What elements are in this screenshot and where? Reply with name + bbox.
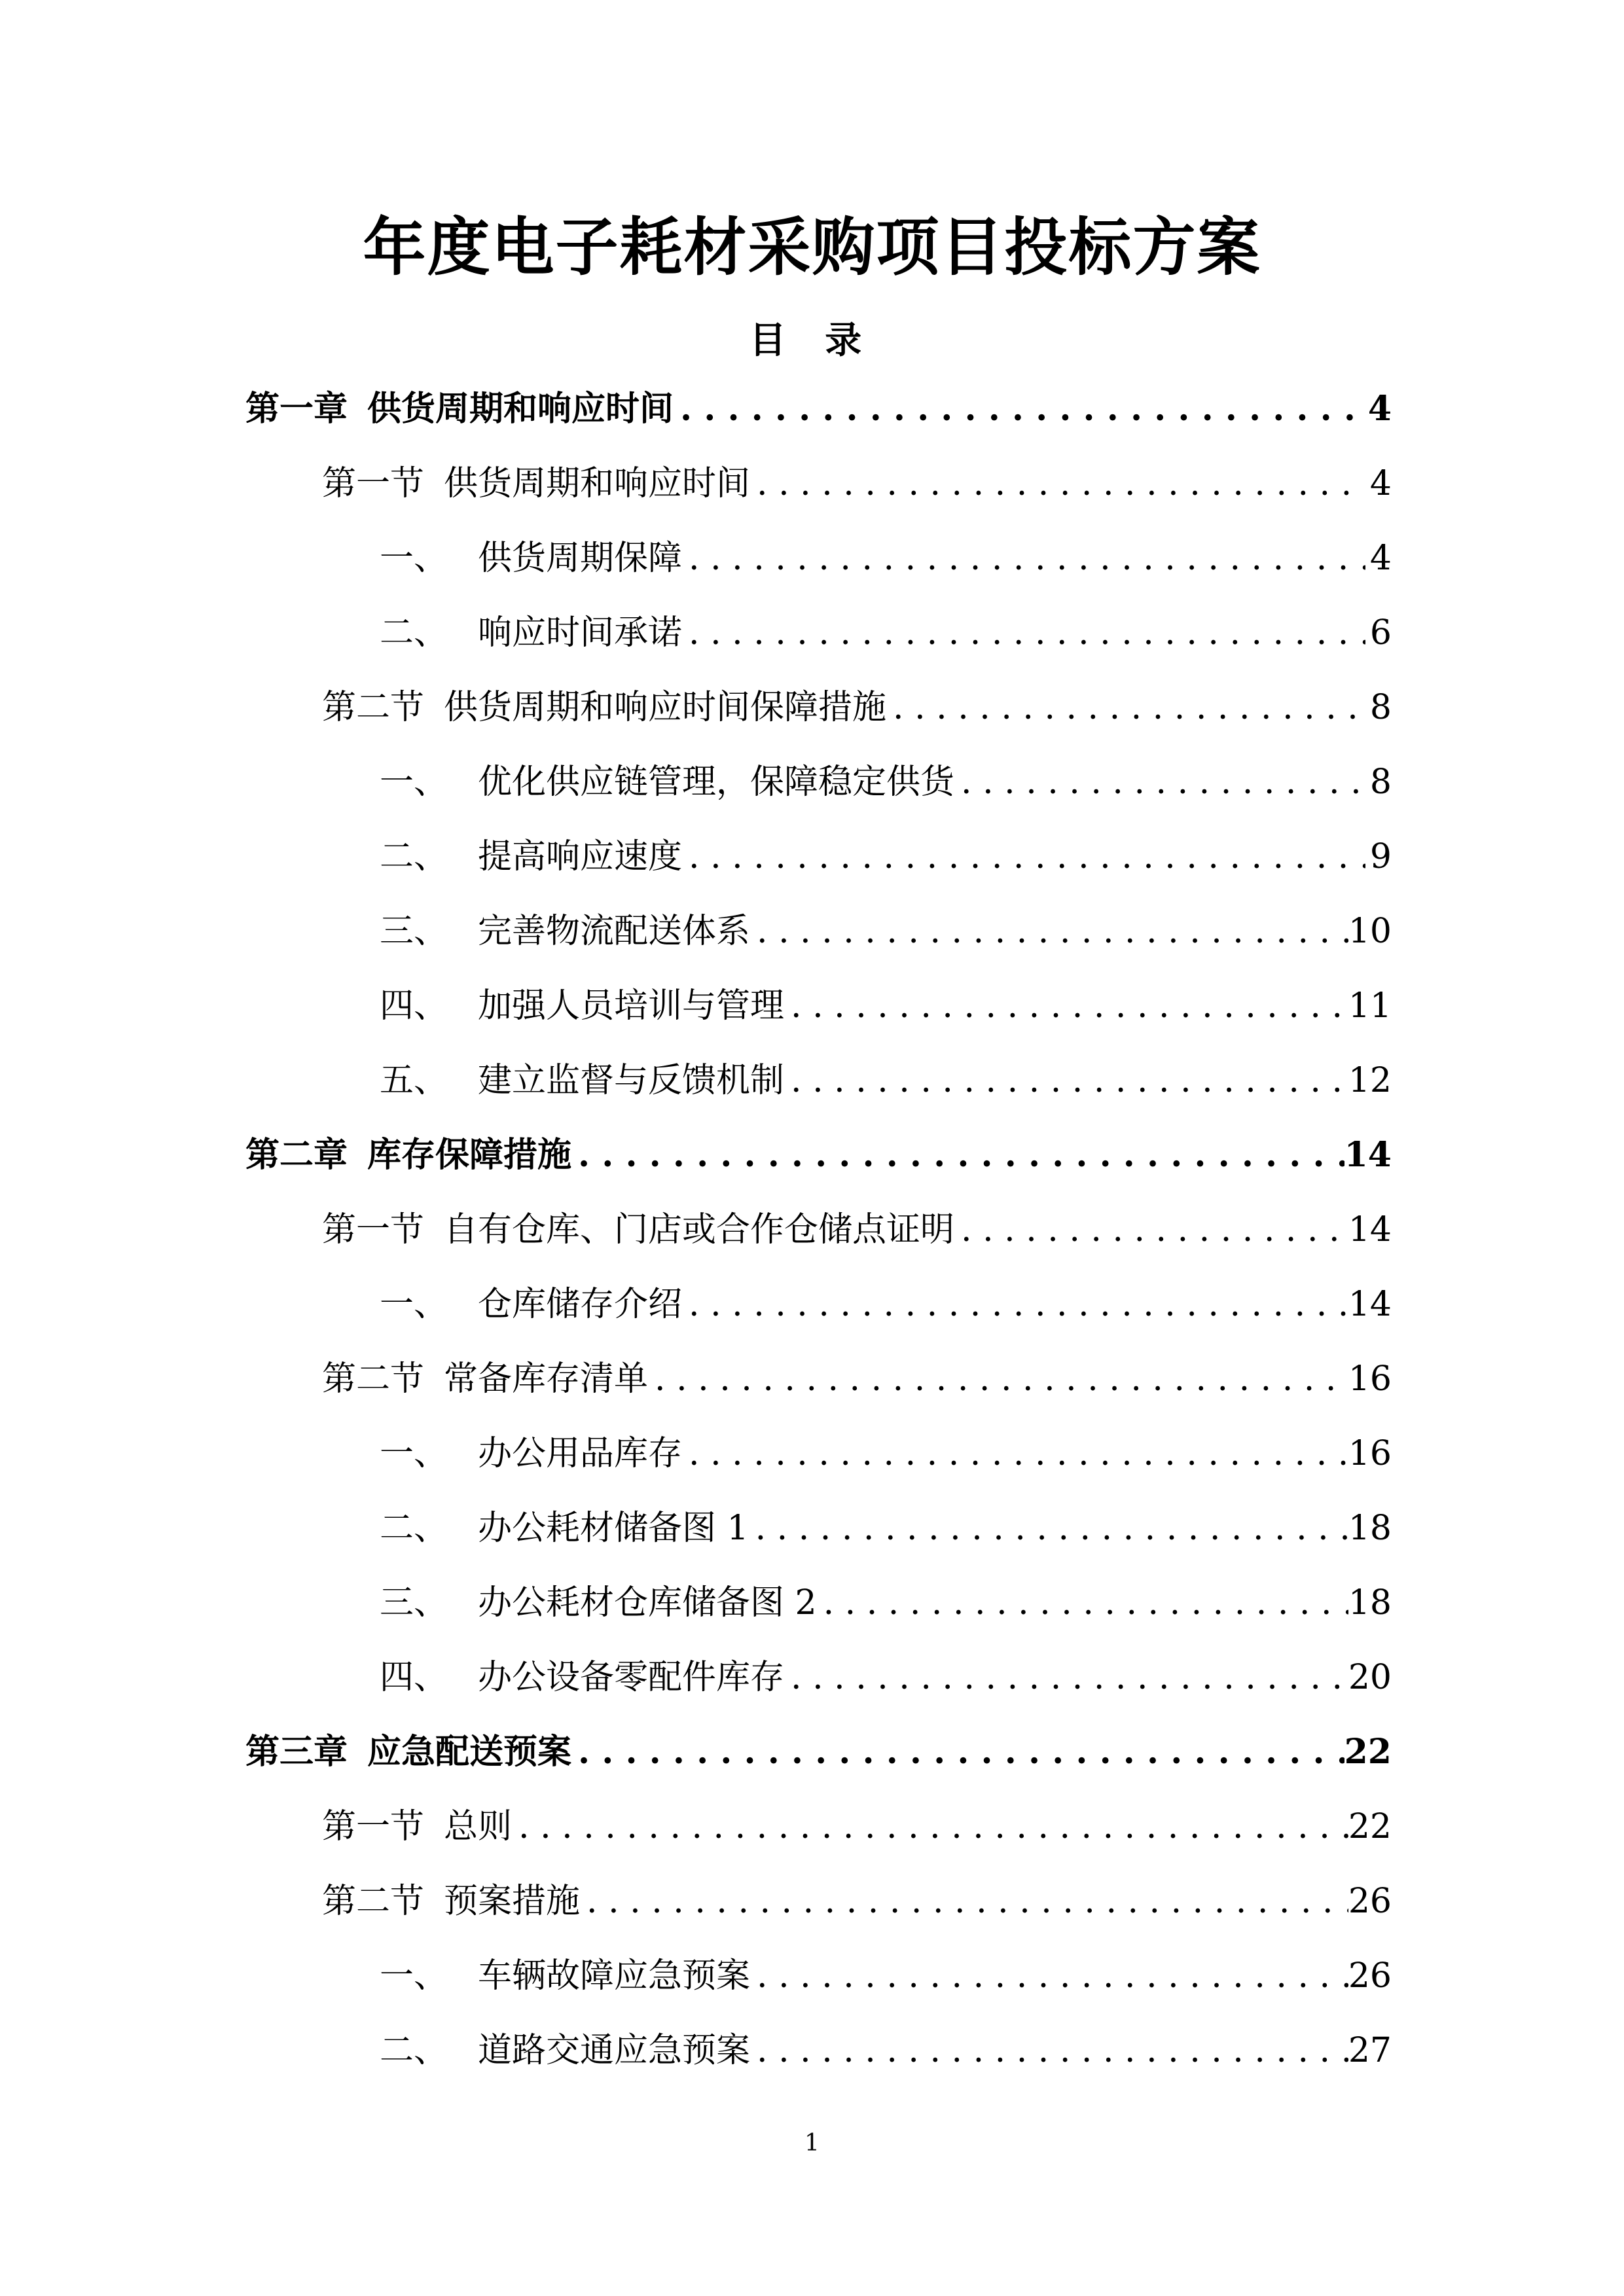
toc-entry-title: 供货周期和响应时间: [367, 389, 674, 429]
toc-entry-title: 完善物流配送体系: [478, 912, 751, 951]
toc-entry-title: 供货周期和响应时间: [444, 464, 751, 503]
toc-entry-item[interactable]: [380, 1648, 1392, 1700]
toc-entry-number: 五、: [380, 1061, 448, 1100]
toc-entry-item[interactable]: [380, 1051, 1392, 1103]
toc-entry-item[interactable]: [380, 753, 1392, 805]
toc-entry-number: 第一章: [245, 389, 348, 429]
toc-entry-title: 车辆故障应急预案: [478, 1956, 751, 1996]
toc-entry-number: 一、: [380, 1434, 448, 1473]
toc-entry-item[interactable]: [380, 902, 1392, 954]
toc-entry-title: 响应时间承诺: [478, 613, 683, 653]
toc-entry-title: 总则: [444, 1807, 513, 1846]
toc-entry-page: 20: [1348, 1658, 1392, 1697]
toc-entry-section[interactable]: [322, 1200, 1392, 1253]
toc-entry-chapter[interactable]: [245, 1723, 1392, 1775]
toc-entry-number: 第二节: [322, 688, 425, 727]
toc-entry-page: 6: [1369, 613, 1392, 653]
toc-entry-page: 16: [1348, 1434, 1392, 1473]
toc-entry-item[interactable]: [380, 603, 1392, 656]
toc-entry-item[interactable]: [380, 1275, 1392, 1327]
toc-entry-page: 8: [1369, 762, 1392, 802]
toc-entry-title: 供货周期和响应时间保障措施: [444, 688, 887, 727]
toc-entry-page: 22: [1348, 1807, 1392, 1846]
toc-dot-leader: [682, 535, 1365, 581]
toc-dot-leader: [571, 1132, 1344, 1178]
toc-dot-leader: [784, 983, 1348, 1029]
toc-dot-leader: [682, 1431, 1348, 1477]
toc-entry-item[interactable]: [380, 1424, 1392, 1477]
toc-dot-leader: [817, 1580, 1348, 1626]
toc-entry-number: 二、: [380, 2031, 448, 2070]
toc-entry-item[interactable]: [380, 1946, 1392, 1999]
toc-entry-number: 二、: [380, 1509, 448, 1548]
toc-entry-page: 4: [1367, 389, 1392, 429]
toc-dot-leader: [886, 685, 1365, 730]
toc-entry-page: 18: [1348, 1583, 1392, 1623]
toc-entry-number: 二、: [380, 837, 448, 876]
toc-entry-section[interactable]: [322, 1797, 1392, 1850]
toc-entry-title: 自有仓库、门店或合作仓储点证明: [444, 1210, 955, 1249]
toc-dot-leader: [750, 908, 1348, 954]
toc-entry-chapter[interactable]: [245, 1126, 1392, 1178]
toc-entry-item[interactable]: [380, 977, 1392, 1029]
toc-entry-number: 一、: [380, 539, 448, 578]
toc-entry-number: 四、: [380, 986, 448, 1026]
toc-entry-title: 办公耗材储备图 1: [478, 1509, 749, 1548]
toc-entry-title: 常备库存清单: [444, 1359, 649, 1399]
toc-entry-page: 18: [1348, 1509, 1392, 1548]
toc-dot-leader: [750, 461, 1365, 507]
toc-entry-number: 第二节: [322, 1359, 425, 1399]
toc-dot-leader: [512, 1804, 1348, 1850]
toc-entry-number: 第一节: [322, 464, 425, 503]
toc-entry-section[interactable]: [322, 678, 1392, 730]
toc-dot-leader: [784, 1655, 1348, 1700]
toc-entry-page: 14: [1344, 1135, 1392, 1175]
toc-entry-title: 加强人员培训与管理: [478, 986, 785, 1026]
toc-entry-title: 应急配送预案: [367, 1732, 572, 1772]
toc-entry-title: 仓库储存介绍: [478, 1285, 683, 1324]
toc-entry-number: 一、: [380, 762, 448, 802]
document-title: 年度电子耗材采购项目投标方案: [363, 210, 1261, 284]
toc-entry-title: 预案措施: [444, 1882, 581, 1921]
toc-entry-number: 第一节: [322, 1807, 425, 1846]
toc-entry-title: 供货周期保障: [478, 539, 683, 578]
toc-dot-leader: [682, 610, 1365, 656]
toc-entry-title: 建立监督与反馈机制: [478, 1061, 785, 1100]
toc-entry-title: 办公用品库存: [478, 1434, 683, 1473]
toc-dot-leader: [674, 386, 1365, 432]
toc-dot-leader: [750, 1953, 1348, 1999]
toc-entry-section[interactable]: [322, 454, 1392, 507]
toc-entry-number: 二、: [380, 613, 448, 653]
toc-entry-title: 办公设备零配件库存: [478, 1658, 785, 1697]
toc-entry-title: 提高响应速度: [478, 837, 683, 876]
toc-entry-page: 12: [1348, 1061, 1392, 1100]
toc-entry-page: 14: [1348, 1210, 1392, 1249]
toc-entry-page: 27: [1348, 2031, 1392, 2070]
toc-dot-leader: [749, 1505, 1348, 1551]
toc-entry-number: 四、: [380, 1658, 448, 1697]
toc-entry-chapter[interactable]: [245, 380, 1392, 432]
toc-entry-section[interactable]: [322, 1872, 1392, 1924]
toc-entry-page: 4: [1369, 464, 1392, 503]
toc-entry-page: 11: [1348, 986, 1392, 1026]
toc-dot-leader: [682, 1282, 1348, 1327]
toc-entry-number: 第一节: [322, 1210, 425, 1249]
toc-entry-number: 三、: [380, 1583, 448, 1623]
toc-entry-number: 第二章: [245, 1135, 348, 1175]
toc-entry-page: 4: [1369, 539, 1392, 578]
toc-entry-page: 10: [1348, 912, 1392, 951]
toc-entry-number: 第三章: [245, 1732, 348, 1772]
toc-dot-leader: [784, 1058, 1348, 1103]
toc-entry-page: 22: [1344, 1732, 1392, 1772]
page-number: 1: [804, 2130, 820, 2157]
toc-entry-number: 一、: [380, 1956, 448, 1996]
toc-entry-page: 8: [1369, 688, 1392, 727]
toc-entry-page: 9: [1369, 837, 1392, 876]
toc-entry-title: 库存保障措施: [367, 1135, 572, 1175]
toc-dot-leader: [682, 834, 1365, 880]
toc-entry-page: 16: [1348, 1359, 1392, 1399]
toc-entry-number: 三、: [380, 912, 448, 951]
toc-entry-item[interactable]: [380, 1499, 1392, 1551]
toc-dot-leader: [648, 1356, 1348, 1402]
toc-entry-page: 26: [1348, 1956, 1392, 1996]
toc-entry-title: 道路交通应急预案: [478, 2031, 751, 2070]
toc-dot-leader: [954, 759, 1365, 805]
toc-entry-item[interactable]: [380, 529, 1392, 581]
toc-dot-leader: [571, 1729, 1344, 1775]
toc-entry-section[interactable]: [322, 1350, 1392, 1402]
toc-entry-page: 26: [1348, 1882, 1392, 1921]
toc-entry-page: 14: [1348, 1285, 1392, 1324]
toc-entry-title: 办公耗材仓库储备图 2: [478, 1583, 817, 1623]
toc-heading: 目 录: [749, 319, 875, 362]
toc-entry-item[interactable]: [380, 827, 1392, 880]
toc-dot-leader: [750, 2028, 1348, 2073]
toc-entry-title: 优化供应链管理，保障稳定供货: [478, 762, 955, 802]
toc-entry-item[interactable]: [380, 2021, 1392, 2073]
toc-entry-number: 一、: [380, 1285, 448, 1324]
toc-dot-leader: [954, 1207, 1348, 1253]
toc-dot-leader: [580, 1878, 1348, 1924]
toc-entry-number: 第二节: [322, 1882, 425, 1921]
toc-entry-item[interactable]: [380, 1573, 1392, 1626]
